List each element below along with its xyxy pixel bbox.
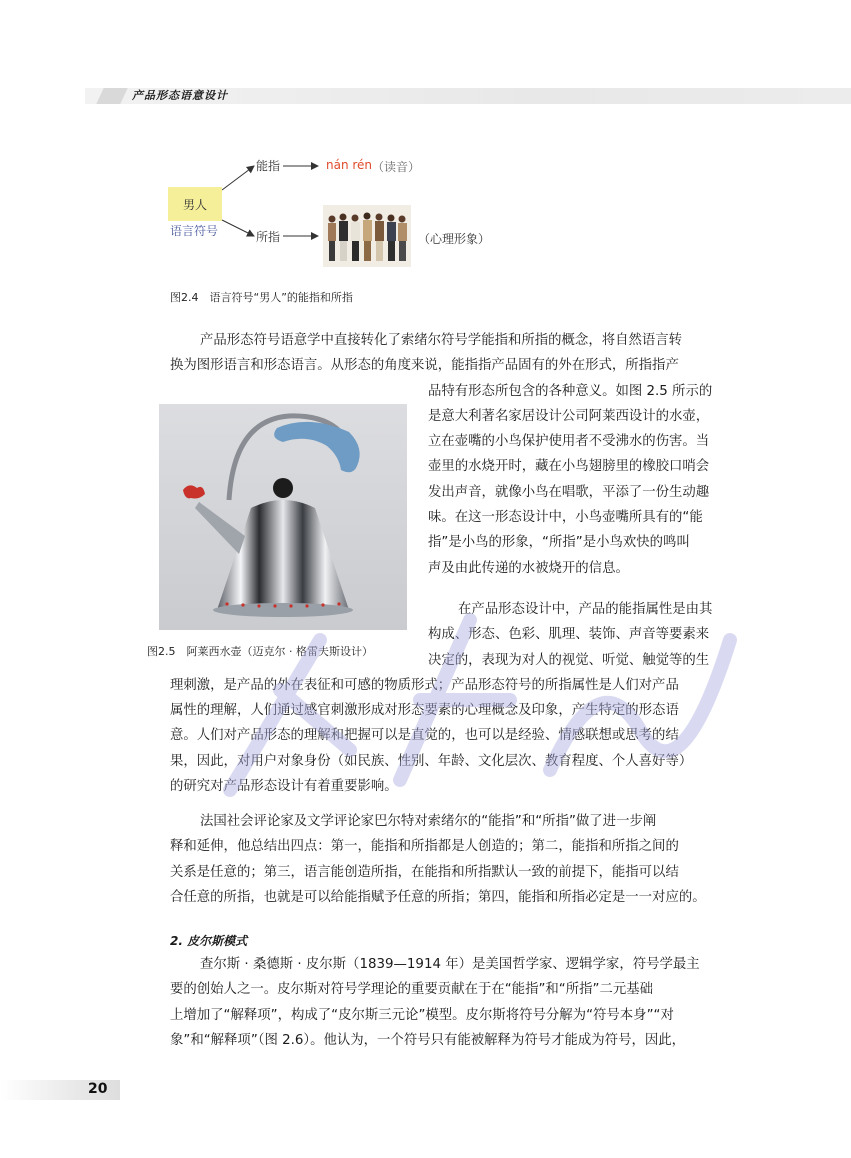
- man-word-box: 男人: [168, 187, 222, 221]
- paragraph-2: [170, 597, 712, 799]
- paragraph-line: 要的创始人之一。皮尔斯对符号学理论的重要贡献在于在“能指”和“所指”二元基础: [170, 982, 654, 998]
- paragraph-line: 味。在这一形态设计中，小鸟壶嘴所具有的“能: [428, 510, 703, 526]
- paragraph-line: 换为图形语言和形态语言。从形态的角度来说，能指指产品固有的外在形式，所指指产: [170, 358, 679, 374]
- paragraph-line: 产品形态符号语意学中直接转化了索绪尔符号学能指和所指的概念，将自然语言转: [200, 333, 683, 348]
- paragraph-line: 释和延伸，他总结出四点：第一，能指和所指都是人创造的；第二，能指和所指之间的: [170, 839, 679, 855]
- figure-2-5-caption: 图2.5 阿莱西水壶（迈克尔 · 格雷夫斯设计）: [147, 645, 373, 658]
- figure-2-4: [168, 150, 491, 270]
- pronunciation-note: （读音）: [372, 160, 421, 174]
- paragraph-line: 上增加了“解释项”，构成了“皮尔斯三元论”模型。皮尔斯将符号分解为“符号本身”“对: [170, 1007, 674, 1023]
- paragraph-line: 立在壶嘴的小鸟保护使用者不受沸水的伤害。当: [428, 434, 710, 450]
- pinyin-text: nán rén: [326, 158, 373, 172]
- paragraph-line: 品特有形态所包含的各种意义。如图 2.5 所示的: [428, 383, 713, 399]
- paragraph-line: 属性的理解，人们通过感官刺激形成对形态要素的心理概念及印象，产生特定的形态语: [170, 703, 679, 719]
- paragraph-line: 理刺激，是产品的外在表征和可感的物质形式；产品形态符号的所指属性是人们对产品: [170, 677, 679, 693]
- paragraph-line: 查尔斯 · 桑德斯 · 皮尔斯（1839—1914 年）是美国哲学家、逻辑学家，符号学最主: [200, 957, 700, 972]
- linguistic-sign-label: 语言符号: [170, 224, 219, 238]
- signified-label: 所指: [256, 230, 281, 244]
- paragraph-3: [170, 809, 706, 910]
- paragraph-line: 壶里的水烧开时，藏在小鸟翅膀里的橡胶口哨会: [428, 459, 710, 475]
- kettle-body: [217, 500, 349, 610]
- signifier-label: 能指: [256, 159, 281, 173]
- group-of-men-photo: [323, 205, 411, 267]
- figure-2-4-caption: 图2.4 语言符号“男人”的能指和所指: [170, 291, 353, 304]
- section-heading: 2. 皮尔斯模式: [170, 934, 248, 948]
- paragraph-line: 果，因此，对用户对象身份（如民族、性别、年龄、文化层次、教育程度、个人喜好等）: [170, 753, 693, 769]
- paragraph-line: 发出声音，就像小鸟在唱歌，平添了一份生动趣: [428, 484, 710, 500]
- kettle-blue-handle: [274, 422, 360, 472]
- running-header-title: 产品形态语意设计: [132, 89, 228, 102]
- paragraph-line: 是意大利著名家居设计公司阿莱西设计的水壶，: [428, 408, 710, 424]
- paragraph-line: 关系是任意的；第三，语言能创造所指，在能指和所指默认一致的前提下，能指可以结: [170, 864, 679, 880]
- paragraph-line: 法国社会评论家及文学评论家巴尔特对索绪尔的“能指”和“所指”做了进一步阐: [200, 814, 657, 829]
- paragraph-line: 决定的，表现为对人的视觉、听觉、触觉等的生: [428, 652, 710, 668]
- paragraph-line: 指”是小鸟的形象，“所指”是小鸟欢快的鸣叫: [428, 535, 690, 551]
- paragraph-line: 的研究对产品形态设计有着重要影响。: [170, 779, 398, 795]
- kettle-spout: [195, 502, 245, 554]
- paragraph-line: 构成、形态、色彩、肌理、装饰、声音等要素来: [428, 627, 710, 643]
- kettle-lid-knob: [273, 478, 293, 498]
- paragraph-line: 意。人们对产品形态的理解和把握可以是直觉的，也可以是经验、情感联想或思考的结: [170, 728, 679, 744]
- paragraph-4: [170, 952, 700, 1053]
- paragraph-line: 象”和“解释项”（图 2.6）。他认为，一个符号只有能被解释为符号才能成为符号，因此，: [170, 1032, 686, 1048]
- mental-image-label: （心理形象）: [418, 232, 491, 246]
- bird-whistle: [183, 485, 205, 498]
- paragraph-line: 合任意的所指，也就是可以给能指赋予任意的所指；第四，能指和所指必定是一一对应的。: [170, 889, 706, 905]
- paragraph-line: 在产品形态设计中，产品的能指属性是由其: [458, 602, 713, 617]
- paragraph-line: 声及由此传递的水被烧开的信息。: [428, 560, 629, 576]
- page-number: 20: [88, 1081, 108, 1097]
